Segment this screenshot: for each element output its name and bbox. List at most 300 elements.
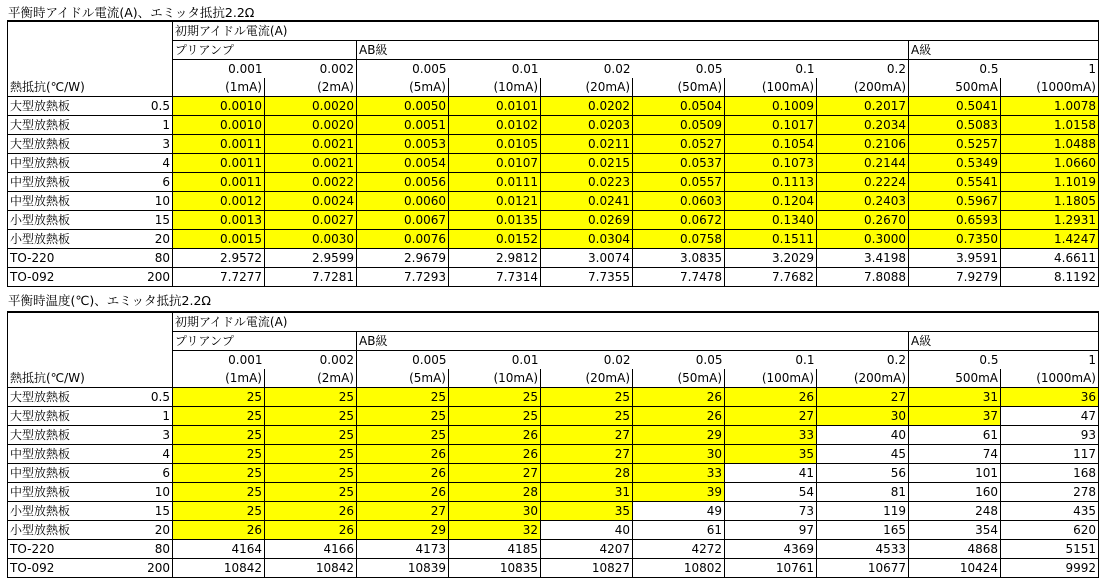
data-cell[interactable]: 25	[357, 407, 449, 426]
column-ma-label[interactable]: (200mA)	[817, 78, 909, 97]
data-cell[interactable]: 0.5967	[909, 192, 1001, 211]
data-cell[interactable]: 0.0603	[633, 192, 725, 211]
column-current-value[interactable]: 1	[1001, 351, 1099, 370]
row-label[interactable]: 中型放熱板	[8, 445, 104, 464]
column-ma-label[interactable]: (5mA)	[357, 369, 449, 388]
blank-cell[interactable]	[104, 312, 173, 332]
data-cell[interactable]: 25	[265, 445, 357, 464]
data-cell[interactable]: 10842	[173, 559, 265, 578]
data-cell[interactable]: 0.1054	[725, 135, 817, 154]
data-cell[interactable]: 5151	[1001, 540, 1099, 559]
row-thermal-resistance[interactable]: 20	[104, 521, 173, 540]
column-current-value[interactable]: 0.002	[265, 60, 357, 79]
column-current-value[interactable]: 1	[1001, 60, 1099, 79]
data-cell[interactable]: 0.0672	[633, 211, 725, 230]
data-cell[interactable]: 7.7277	[173, 268, 265, 287]
data-cell[interactable]: 25	[173, 483, 265, 502]
row-label[interactable]: TO-220	[8, 540, 104, 559]
data-cell[interactable]: 7.7355	[541, 268, 633, 287]
column-current-value[interactable]: 0.2	[817, 60, 909, 79]
row-label[interactable]: 小型放熱板	[8, 521, 104, 540]
data-cell[interactable]: 0.2017	[817, 97, 909, 116]
data-cell[interactable]: 26	[725, 388, 817, 407]
data-cell[interactable]: 354	[909, 521, 1001, 540]
row-label[interactable]: 小型放熱板	[8, 230, 104, 249]
row-thermal-resistance[interactable]: 3	[104, 426, 173, 445]
data-cell[interactable]: 56	[817, 464, 909, 483]
data-cell[interactable]: 27	[541, 426, 633, 445]
data-cell[interactable]: 168	[1001, 464, 1099, 483]
data-cell[interactable]: 0.0211	[541, 135, 633, 154]
data-cell[interactable]: 0.0021	[265, 154, 357, 173]
data-cell[interactable]: 25	[173, 464, 265, 483]
row-label[interactable]: 中型放熱板	[8, 154, 104, 173]
class-label-ab[interactable]: AB級	[357, 41, 909, 60]
data-cell[interactable]: 0.0010	[173, 97, 265, 116]
data-cell[interactable]: 0.1511	[725, 230, 817, 249]
row-thermal-resistance[interactable]: 10	[104, 483, 173, 502]
blank-cell[interactable]	[104, 78, 173, 97]
data-cell[interactable]: 0.0241	[541, 192, 633, 211]
data-cell[interactable]: 61	[633, 521, 725, 540]
data-cell[interactable]: 0.0107	[449, 154, 541, 173]
data-cell[interactable]: 0.0011	[173, 173, 265, 192]
data-cell[interactable]: 165	[817, 521, 909, 540]
data-cell[interactable]: 26	[357, 445, 449, 464]
blank-cell[interactable]	[8, 60, 104, 79]
data-cell[interactable]: 25	[449, 407, 541, 426]
data-cell[interactable]: 10677	[817, 559, 909, 578]
column-ma-label[interactable]: (100mA)	[725, 369, 817, 388]
data-cell[interactable]: 27	[357, 502, 449, 521]
data-cell[interactable]: 32	[449, 521, 541, 540]
data-cell[interactable]: 93	[1001, 426, 1099, 445]
column-ma-label[interactable]: (200mA)	[817, 369, 909, 388]
data-cell[interactable]: 0.0152	[449, 230, 541, 249]
data-cell[interactable]: 620	[1001, 521, 1099, 540]
data-cell[interactable]: 35	[541, 502, 633, 521]
row-label[interactable]: 大型放熱板	[8, 135, 104, 154]
data-cell[interactable]: 0.0051	[357, 116, 449, 135]
data-cell[interactable]: 0.2224	[817, 173, 909, 192]
row-label[interactable]: TO-220	[8, 249, 104, 268]
data-cell[interactable]: 0.5257	[909, 135, 1001, 154]
row-thermal-resistance[interactable]: 1	[104, 407, 173, 426]
row-thermal-resistance[interactable]: 3	[104, 135, 173, 154]
blank-cell[interactable]	[104, 60, 173, 79]
column-ma-label[interactable]: (50mA)	[633, 369, 725, 388]
data-cell[interactable]: 0.3000	[817, 230, 909, 249]
data-cell[interactable]: 0.0022	[265, 173, 357, 192]
data-cell[interactable]: 0.1340	[725, 211, 817, 230]
column-ma-label[interactable]: (10mA)	[449, 78, 541, 97]
data-cell[interactable]: 0.0053	[357, 135, 449, 154]
data-cell[interactable]: 25	[173, 388, 265, 407]
data-cell[interactable]: 25	[173, 407, 265, 426]
data-cell[interactable]: 27	[449, 464, 541, 483]
data-cell[interactable]: 0.0203	[541, 116, 633, 135]
data-cell[interactable]: 0.0504	[633, 97, 725, 116]
data-cell[interactable]: 0.0030	[265, 230, 357, 249]
data-cell[interactable]: 4369	[725, 540, 817, 559]
data-cell[interactable]: 0.0105	[449, 135, 541, 154]
data-cell[interactable]: 25	[173, 426, 265, 445]
data-cell[interactable]: 7.8088	[817, 268, 909, 287]
column-current-value[interactable]: 0.1	[725, 351, 817, 370]
data-cell[interactable]: 4207	[541, 540, 633, 559]
data-cell[interactable]: 10802	[633, 559, 725, 578]
row-thermal-resistance[interactable]: 1	[104, 116, 173, 135]
data-cell[interactable]: 0.1204	[725, 192, 817, 211]
data-cell[interactable]: 54	[725, 483, 817, 502]
column-current-value[interactable]: 0.1	[725, 60, 817, 79]
column-current-value[interactable]: 0.005	[357, 351, 449, 370]
data-cell[interactable]: 0.0020	[265, 116, 357, 135]
column-ma-label[interactable]: (100mA)	[725, 78, 817, 97]
row-thermal-resistance[interactable]: 0.5	[104, 388, 173, 407]
column-ma-label[interactable]: (10mA)	[449, 369, 541, 388]
data-cell[interactable]: 0.1073	[725, 154, 817, 173]
row-label[interactable]: TO-092	[8, 559, 104, 578]
data-cell[interactable]: 0.0012	[173, 192, 265, 211]
data-cell[interactable]: 0.0027	[265, 211, 357, 230]
data-cell[interactable]: 0.7350	[909, 230, 1001, 249]
column-ma-label[interactable]: (20mA)	[541, 369, 633, 388]
data-cell[interactable]: 25	[173, 445, 265, 464]
data-cell[interactable]: 3.2029	[725, 249, 817, 268]
data-cell[interactable]: 61	[909, 426, 1001, 445]
data-cell[interactable]: 30	[449, 502, 541, 521]
data-cell[interactable]: 0.2144	[817, 154, 909, 173]
data-cell[interactable]: 2.9572	[173, 249, 265, 268]
data-cell[interactable]: 26	[265, 521, 357, 540]
data-cell[interactable]: 0.0015	[173, 230, 265, 249]
data-cell[interactable]: 4164	[173, 540, 265, 559]
data-cell[interactable]: 26	[633, 388, 725, 407]
column-current-value[interactable]: 0.001	[173, 351, 265, 370]
data-cell[interactable]: 0.0135	[449, 211, 541, 230]
row-label[interactable]: 大型放熱板	[8, 116, 104, 135]
data-cell[interactable]: 3.0835	[633, 249, 725, 268]
data-cell[interactable]: 435	[1001, 502, 1099, 521]
data-cell[interactable]: 10827	[541, 559, 633, 578]
data-cell[interactable]: 0.2034	[817, 116, 909, 135]
data-cell[interactable]: 45	[817, 445, 909, 464]
data-cell[interactable]: 0.0067	[357, 211, 449, 230]
data-cell[interactable]: 0.1017	[725, 116, 817, 135]
blank-cell[interactable]	[8, 21, 104, 41]
column-ma-label[interactable]: (1mA)	[173, 369, 265, 388]
column-current-value[interactable]: 0.02	[541, 60, 633, 79]
data-cell[interactable]: 29	[357, 521, 449, 540]
row-thermal-resistance[interactable]: 4	[104, 154, 173, 173]
data-cell[interactable]: 0.5083	[909, 116, 1001, 135]
data-cell[interactable]: 0.0111	[449, 173, 541, 192]
column-current-value[interactable]: 0.05	[633, 351, 725, 370]
blank-cell[interactable]	[8, 351, 104, 370]
data-cell[interactable]: 7.7478	[633, 268, 725, 287]
column-current-value[interactable]: 0.2	[817, 351, 909, 370]
data-cell[interactable]: 33	[725, 426, 817, 445]
data-cell[interactable]: 7.7281	[265, 268, 357, 287]
data-cell[interactable]: 4166	[265, 540, 357, 559]
data-cell[interactable]: 25	[357, 388, 449, 407]
column-ma-label[interactable]: (1000mA)	[1001, 369, 1099, 388]
column-current-value[interactable]: 0.5	[909, 60, 1001, 79]
blank-cell[interactable]	[104, 369, 173, 388]
data-cell[interactable]: 1.4247	[1001, 230, 1099, 249]
data-cell[interactable]: 0.5041	[909, 97, 1001, 116]
data-cell[interactable]: 10424	[909, 559, 1001, 578]
data-cell[interactable]: 37	[909, 407, 1001, 426]
row-thermal-resistance[interactable]: 4	[104, 445, 173, 464]
data-cell[interactable]: 36	[1001, 388, 1099, 407]
data-cell[interactable]: 25	[449, 388, 541, 407]
row-thermal-resistance[interactable]: 80	[104, 540, 173, 559]
data-cell[interactable]: 0.2670	[817, 211, 909, 230]
class-label-ab[interactable]: AB級	[357, 332, 909, 351]
row-thermal-resistance[interactable]: 10	[104, 192, 173, 211]
column-current-value[interactable]: 0.02	[541, 351, 633, 370]
data-cell[interactable]: 0.0011	[173, 154, 265, 173]
data-cell[interactable]: 1.0660	[1001, 154, 1099, 173]
data-cell[interactable]: 0.0076	[357, 230, 449, 249]
row-label[interactable]: 小型放熱板	[8, 502, 104, 521]
data-cell[interactable]: 0.0010	[173, 116, 265, 135]
data-cell[interactable]: 7.7293	[357, 268, 449, 287]
data-cell[interactable]: 278	[1001, 483, 1099, 502]
data-cell[interactable]: 39	[633, 483, 725, 502]
blank-cell[interactable]	[8, 332, 104, 351]
data-cell[interactable]: 10842	[265, 559, 357, 578]
data-cell[interactable]: 0.0013	[173, 211, 265, 230]
data-cell[interactable]: 10761	[725, 559, 817, 578]
data-cell[interactable]: 119	[817, 502, 909, 521]
data-cell[interactable]: 0.0024	[265, 192, 357, 211]
data-cell[interactable]: 0.0527	[633, 135, 725, 154]
column-current-value[interactable]: 0.002	[265, 351, 357, 370]
row-thermal-resistance[interactable]: 20	[104, 230, 173, 249]
data-cell[interactable]: 26	[265, 502, 357, 521]
data-cell[interactable]: 27	[817, 388, 909, 407]
data-cell[interactable]: 0.0102	[449, 116, 541, 135]
data-cell[interactable]: 0.0202	[541, 97, 633, 116]
data-cell[interactable]: 4173	[357, 540, 449, 559]
data-cell[interactable]: 1.1805	[1001, 192, 1099, 211]
data-cell[interactable]: 49	[633, 502, 725, 521]
column-current-value[interactable]: 0.01	[449, 351, 541, 370]
data-cell[interactable]: 0.0215	[541, 154, 633, 173]
data-cell[interactable]: 33	[633, 464, 725, 483]
data-cell[interactable]: 26	[633, 407, 725, 426]
column-ma-label[interactable]: (1000mA)	[1001, 78, 1099, 97]
data-cell[interactable]: 0.0056	[357, 173, 449, 192]
data-cell[interactable]: 40	[541, 521, 633, 540]
data-cell[interactable]: 29	[633, 426, 725, 445]
data-cell[interactable]: 0.0050	[357, 97, 449, 116]
blank-cell[interactable]	[104, 332, 173, 351]
thermal-resistance-label[interactable]: 熱抵抗(℃/W)	[8, 369, 104, 388]
row-label[interactable]: 中型放熱板	[8, 464, 104, 483]
data-cell[interactable]: 0.0121	[449, 192, 541, 211]
row-thermal-resistance[interactable]: 6	[104, 464, 173, 483]
row-label[interactable]: 大型放熱板	[8, 97, 104, 116]
data-cell[interactable]: 0.2106	[817, 135, 909, 154]
data-cell[interactable]: 1.0078	[1001, 97, 1099, 116]
data-cell[interactable]: 35	[725, 445, 817, 464]
data-cell[interactable]: 3.0074	[541, 249, 633, 268]
column-ma-label[interactable]: (50mA)	[633, 78, 725, 97]
row-label[interactable]: 大型放熱板	[8, 426, 104, 445]
data-cell[interactable]: 26	[173, 521, 265, 540]
data-cell[interactable]: 26	[357, 483, 449, 502]
data-cell[interactable]: 0.0020	[265, 97, 357, 116]
group-label[interactable]: 初期アイドル電流(A)	[173, 21, 1099, 41]
row-thermal-resistance[interactable]: 80	[104, 249, 173, 268]
data-cell[interactable]: 31	[909, 388, 1001, 407]
data-cell[interactable]: 160	[909, 483, 1001, 502]
data-cell[interactable]: 28	[541, 464, 633, 483]
group-label[interactable]: 初期アイドル電流(A)	[173, 312, 1099, 332]
data-cell[interactable]: 25	[541, 388, 633, 407]
column-ma-label[interactable]: 500mA	[909, 369, 1001, 388]
data-cell[interactable]: 1.1019	[1001, 173, 1099, 192]
column-current-value[interactable]: 0.05	[633, 60, 725, 79]
data-cell[interactable]: 117	[1001, 445, 1099, 464]
row-label[interactable]: 中型放熱板	[8, 173, 104, 192]
row-thermal-resistance[interactable]: 15	[104, 211, 173, 230]
column-ma-label[interactable]: (2mA)	[265, 78, 357, 97]
data-cell[interactable]: 25	[265, 426, 357, 445]
data-cell[interactable]: 81	[817, 483, 909, 502]
data-cell[interactable]: 0.0060	[357, 192, 449, 211]
row-thermal-resistance[interactable]: 15	[104, 502, 173, 521]
data-cell[interactable]: 0.0758	[633, 230, 725, 249]
data-cell[interactable]: 10835	[449, 559, 541, 578]
data-cell[interactable]: 2.9599	[265, 249, 357, 268]
data-cell[interactable]: 47	[1001, 407, 1099, 426]
data-cell[interactable]: 0.5541	[909, 173, 1001, 192]
data-cell[interactable]: 4533	[817, 540, 909, 559]
blank-cell[interactable]	[104, 21, 173, 41]
data-cell[interactable]: 0.0304	[541, 230, 633, 249]
data-cell[interactable]: 4.6611	[1001, 249, 1099, 268]
data-cell[interactable]: 3.9591	[909, 249, 1001, 268]
row-label[interactable]: 大型放熱板	[8, 407, 104, 426]
column-ma-label[interactable]: (5mA)	[357, 78, 449, 97]
data-cell[interactable]: 101	[909, 464, 1001, 483]
data-cell[interactable]: 0.0223	[541, 173, 633, 192]
row-thermal-resistance[interactable]: 200	[104, 268, 173, 287]
data-cell[interactable]: 9992	[1001, 559, 1099, 578]
data-cell[interactable]: 1.0158	[1001, 116, 1099, 135]
column-current-value[interactable]: 0.001	[173, 60, 265, 79]
data-cell[interactable]: 25	[173, 502, 265, 521]
data-cell[interactable]: 0.0537	[633, 154, 725, 173]
data-cell[interactable]: 25	[541, 407, 633, 426]
row-thermal-resistance[interactable]: 6	[104, 173, 173, 192]
column-current-value[interactable]: 0.005	[357, 60, 449, 79]
data-cell[interactable]: 248	[909, 502, 1001, 521]
data-cell[interactable]: 3.4198	[817, 249, 909, 268]
data-cell[interactable]: 1.2931	[1001, 211, 1099, 230]
data-cell[interactable]: 73	[725, 502, 817, 521]
data-cell[interactable]: 26	[449, 426, 541, 445]
data-cell[interactable]: 8.1192	[1001, 268, 1099, 287]
column-current-value[interactable]: 0.01	[449, 60, 541, 79]
data-cell[interactable]: 0.0101	[449, 97, 541, 116]
data-cell[interactable]: 0.0509	[633, 116, 725, 135]
data-cell[interactable]: 0.1009	[725, 97, 817, 116]
data-cell[interactable]: 0.0021	[265, 135, 357, 154]
row-label[interactable]: TO-092	[8, 268, 104, 287]
data-cell[interactable]: 25	[265, 464, 357, 483]
data-cell[interactable]: 0.6593	[909, 211, 1001, 230]
data-cell[interactable]: 30	[633, 445, 725, 464]
column-ma-label[interactable]: (2mA)	[265, 369, 357, 388]
column-ma-label[interactable]: (20mA)	[541, 78, 633, 97]
data-cell[interactable]: 4868	[909, 540, 1001, 559]
data-cell[interactable]: 0.0269	[541, 211, 633, 230]
data-cell[interactable]: 1.0488	[1001, 135, 1099, 154]
blank-cell[interactable]	[104, 41, 173, 60]
class-label-a[interactable]: A級	[909, 332, 1099, 351]
blank-cell[interactable]	[8, 41, 104, 60]
data-cell[interactable]: 10839	[357, 559, 449, 578]
row-label[interactable]: 大型放熱板	[8, 388, 104, 407]
column-current-value[interactable]: 0.5	[909, 351, 1001, 370]
column-ma-label[interactable]: (1mA)	[173, 78, 265, 97]
data-cell[interactable]: 26	[357, 464, 449, 483]
data-cell[interactable]: 25	[265, 388, 357, 407]
data-cell[interactable]: 30	[817, 407, 909, 426]
thermal-resistance-label[interactable]: 熱抵抗(℃/W)	[8, 78, 104, 97]
data-cell[interactable]: 97	[725, 521, 817, 540]
data-cell[interactable]: 4272	[633, 540, 725, 559]
data-cell[interactable]: 4185	[449, 540, 541, 559]
class-label-preamp[interactable]: プリアンプ	[173, 332, 357, 351]
blank-cell[interactable]	[104, 351, 173, 370]
data-cell[interactable]: 25	[357, 426, 449, 445]
data-cell[interactable]: 0.5349	[909, 154, 1001, 173]
data-cell[interactable]: 27	[725, 407, 817, 426]
data-cell[interactable]: 41	[725, 464, 817, 483]
data-cell[interactable]: 7.9279	[909, 268, 1001, 287]
data-cell[interactable]: 25	[265, 483, 357, 502]
data-cell[interactable]: 31	[541, 483, 633, 502]
data-cell[interactable]: 40	[817, 426, 909, 445]
class-label-preamp[interactable]: プリアンプ	[173, 41, 357, 60]
data-cell[interactable]: 27	[541, 445, 633, 464]
data-cell[interactable]: 28	[449, 483, 541, 502]
data-cell[interactable]: 0.0557	[633, 173, 725, 192]
data-cell[interactable]: 26	[449, 445, 541, 464]
data-cell[interactable]: 2.9812	[449, 249, 541, 268]
row-thermal-resistance[interactable]: 0.5	[104, 97, 173, 116]
data-cell[interactable]: 0.0011	[173, 135, 265, 154]
column-ma-label[interactable]: 500mA	[909, 78, 1001, 97]
row-label[interactable]: 中型放熱板	[8, 192, 104, 211]
data-cell[interactable]: 7.7682	[725, 268, 817, 287]
data-cell[interactable]: 0.0054	[357, 154, 449, 173]
data-cell[interactable]: 0.2403	[817, 192, 909, 211]
data-cell[interactable]: 7.7314	[449, 268, 541, 287]
row-label[interactable]: 中型放熱板	[8, 483, 104, 502]
blank-cell[interactable]	[8, 312, 104, 332]
data-cell[interactable]: 0.1113	[725, 173, 817, 192]
row-label[interactable]: 小型放熱板	[8, 211, 104, 230]
data-cell[interactable]: 2.9679	[357, 249, 449, 268]
